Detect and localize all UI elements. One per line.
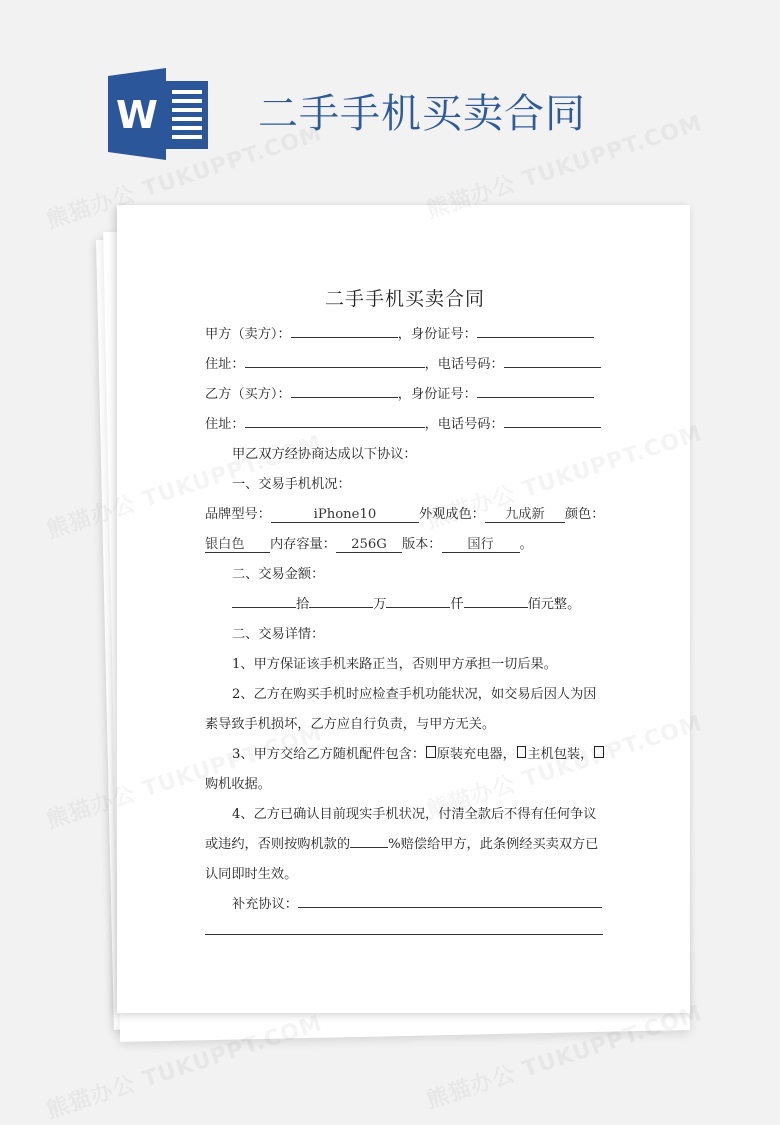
party-b-name-field[interactable]: [291, 381, 398, 398]
contract-document: [205, 280, 605, 950]
version-field[interactable]: 国行: [442, 536, 520, 553]
page-title: 二手手机买卖合同: [258, 91, 586, 137]
clause-3: [205, 740, 605, 770]
amount-unit: 万: [373, 597, 387, 612]
clause-1: 1、甲方保证该手机来路正当，否则甲方承担一切后果。: [232, 657, 557, 672]
party-a-name-field[interactable]: [291, 321, 398, 338]
party-a-id-label: ，身份证号：: [397, 327, 477, 342]
color-label: 颜色：: [564, 507, 605, 522]
party-a-label: 甲方（卖方）：: [205, 327, 291, 342]
amount-unit: 佰元整。: [527, 597, 581, 612]
party-b-phone-label: ，电话号码：: [424, 417, 504, 432]
supplement-row: [205, 890, 605, 920]
amount-row: [205, 590, 605, 620]
clause-2-line2: 素导致手机损坏，乙方应自行负责，与甲方无关。: [205, 717, 496, 732]
party-b-address-field[interactable]: [245, 411, 425, 428]
section2-heading: 二、交易金额：: [232, 567, 325, 582]
charger-checkbox[interactable]: [426, 746, 436, 758]
party-a-address-field[interactable]: [245, 351, 425, 368]
amount-field-4[interactable]: [464, 591, 528, 608]
phone-spec-row-2: [205, 530, 605, 560]
amount-unit: 仟: [450, 597, 464, 612]
svg-text:W: W: [116, 93, 158, 137]
amount-unit: 拾: [296, 597, 310, 612]
penalty-percent-field[interactable]: [350, 831, 388, 848]
amount-field-2[interactable]: [309, 591, 373, 608]
clause-4-text: 或违约，否则按购机款的: [205, 837, 351, 852]
clause-4-line3: 认同即时生效。: [205, 867, 298, 882]
clause-4-text: %赔偿给甲方，此条例经买卖双方已: [388, 837, 599, 852]
section3-heading: 二、交易详情：: [232, 627, 325, 642]
clause-3-prefix: 3、甲方交给乙方随机配件包含：: [232, 747, 426, 762]
party-b-address-label: 住址：: [205, 417, 245, 432]
intro-text: 甲乙双方经协商达成以下协议：: [232, 447, 417, 462]
receipt-checkbox[interactable]: [594, 746, 604, 758]
receipt-label: 购机收据。: [205, 777, 271, 792]
charger-label: 原装充电器，: [436, 747, 516, 762]
model-field[interactable]: iPhone10: [271, 506, 419, 523]
supplement-row-2: [205, 920, 605, 950]
supplement-field[interactable]: [298, 891, 602, 908]
version-label: 版本：: [401, 537, 442, 552]
amount-field-1[interactable]: [232, 591, 296, 608]
party-a-address-row: [205, 350, 605, 380]
condition-field[interactable]: 九成新: [485, 506, 565, 523]
party-b-label: 乙方（买方）：: [205, 387, 291, 402]
packaging-label: 主机包装，: [527, 747, 594, 762]
party-b-id-label: ，身份证号：: [397, 387, 477, 402]
document-title: 二手手机买卖合同: [324, 288, 485, 310]
supplement-label: 补充协议：: [232, 897, 298, 912]
clause-2-line1: 2、乙方在购买手机时应检查手机功能状况，如交易后因人为因: [232, 687, 597, 702]
party-b-row: [205, 380, 605, 410]
phone-spec-row: [205, 500, 605, 530]
storage-label: 内存容量：: [270, 537, 336, 552]
packaging-checkbox[interactable]: [517, 746, 527, 758]
sentence-end: 。: [519, 537, 533, 552]
word-document-icon: [106, 66, 210, 162]
section1-heading: 一、交易手机机况：: [232, 477, 351, 492]
party-b-phone-field[interactable]: [504, 411, 601, 428]
party-a-phone-label: ，电话号码：: [424, 357, 504, 372]
clause-4-line2: [205, 830, 605, 860]
party-a-id-field[interactable]: [477, 321, 594, 338]
party-a-row: [205, 320, 605, 350]
supplement-field-2[interactable]: [205, 920, 603, 935]
clause-4-line1: 4、乙方已确认目前现实手机状况，付清全款后不得有任何争议: [232, 807, 597, 822]
party-a-phone-field[interactable]: [504, 351, 601, 368]
amount-field-3[interactable]: [386, 591, 450, 608]
party-a-address-label: 住址：: [205, 357, 245, 372]
color-field[interactable]: 银白色: [205, 536, 270, 553]
storage-field[interactable]: 256G: [336, 536, 402, 553]
condition-label: 外观成色：: [418, 507, 485, 522]
model-label: 品牌型号：: [205, 507, 271, 522]
party-b-address-row: [205, 410, 605, 440]
party-b-id-field[interactable]: [477, 381, 594, 398]
